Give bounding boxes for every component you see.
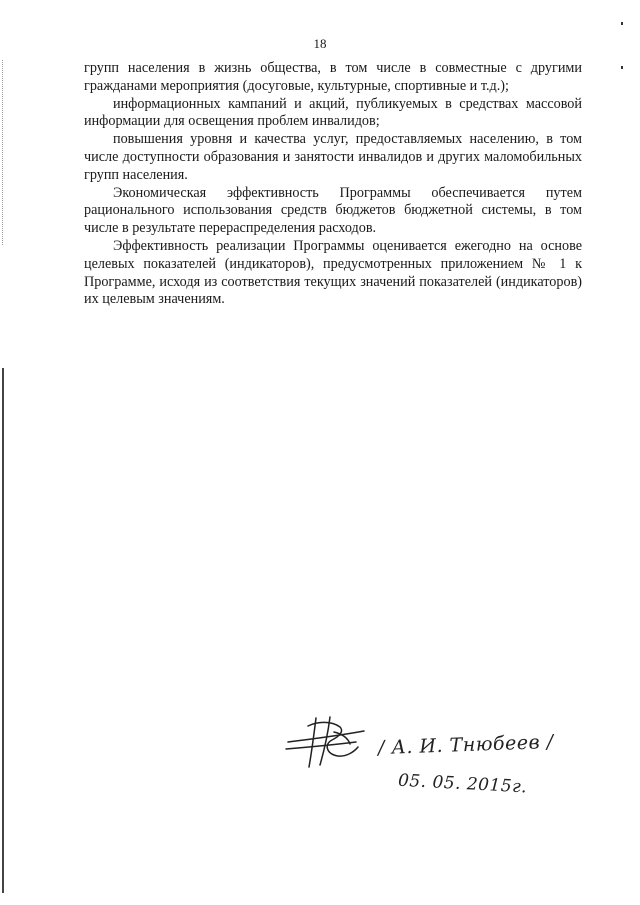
scan-speck <box>621 22 623 25</box>
signature-scribble <box>282 712 372 777</box>
document-body <box>84 60 582 309</box>
scan-edge-line <box>2 368 4 893</box>
paragraph: групп населения в жизнь общества, в том числе в совместные с другими гражданами мероприятия (досуговые, культурные, спортивные и т.д.); <box>84 60 582 94</box>
paragraph: повышения уровня и качества услуг, предоставляемых населению, в том числе доступности образования и занятости инвалидов и других маломобильных групп населения. <box>84 131 582 183</box>
signature-date: 05. 05. 2015г. <box>397 770 528 798</box>
paragraph: Экономическая эффективность Программы обеспечивается путем рационального использования средств бюджетов бюджетной системы, в том числе в результате перераспределения расходов. <box>84 184 582 237</box>
signatory-name: / А. И. Тнюбеев / <box>377 730 554 760</box>
scan-speck <box>621 66 623 69</box>
scan-edge-dotted <box>2 60 4 245</box>
paragraph: информационных кампаний и акций, публикуемых в средствах массовой информации для освещения проблем инвалидов; <box>84 95 582 130</box>
paragraph: Эффективность реализации Программы оценивается ежегодно на основе целевых показателей (индикаторов), предусмотренных приложением № 1 к Программе, исходя из соответствия текущих значений показателей (индикаторов) их целевым значениям. <box>84 237 582 308</box>
page-number: 18 <box>313 36 327 51</box>
